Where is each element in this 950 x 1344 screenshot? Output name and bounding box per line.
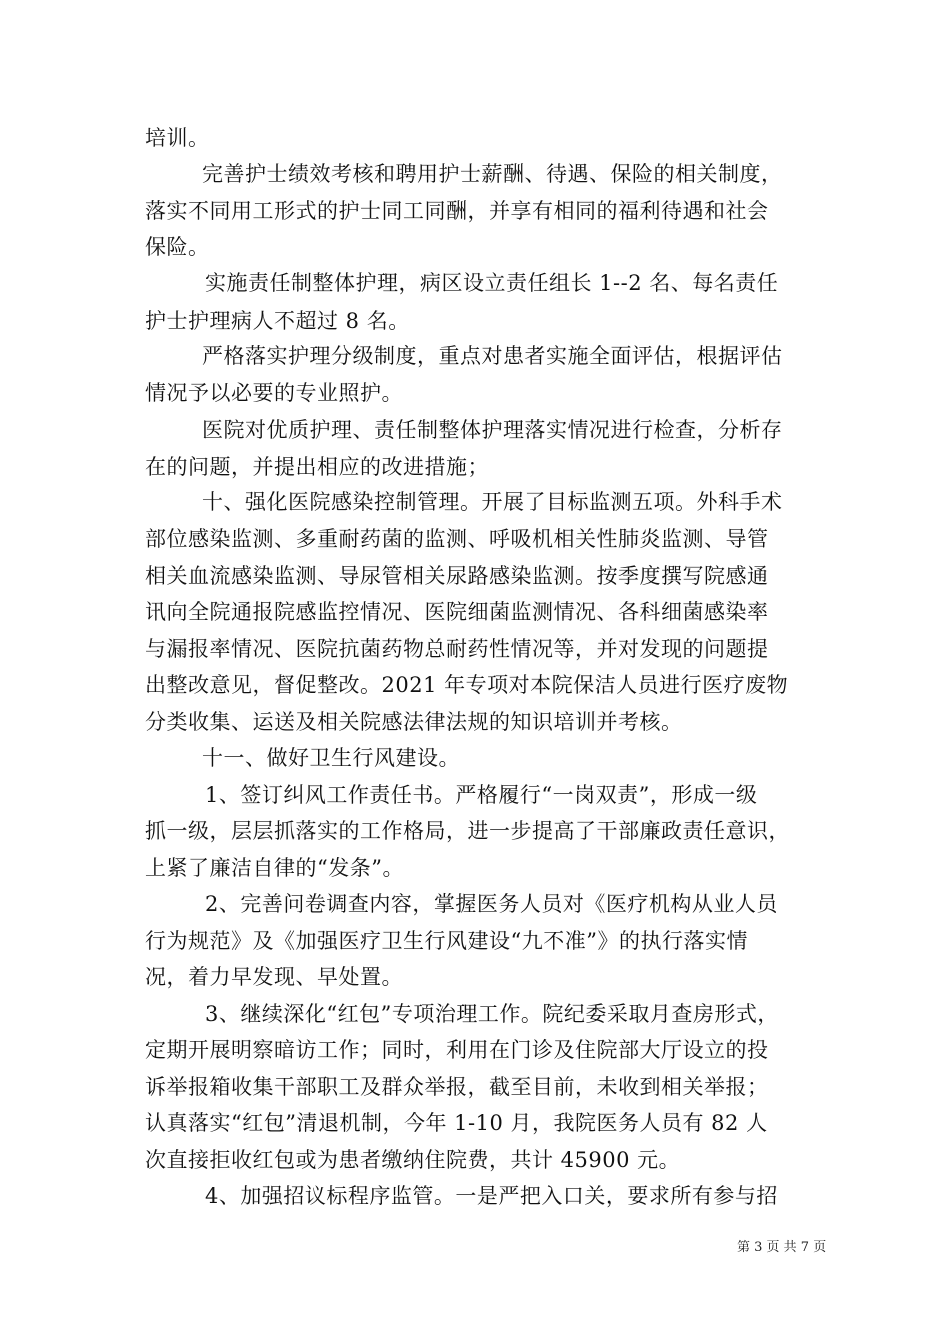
text-line: 医院对优质护理、责任制整体护理落实情况进行检查，分析存 [202, 418, 783, 442]
text-line: 与漏报率情况、医院抗菌药物总耐药性情况等，并对发现的问题提 [145, 637, 769, 661]
text-line: 诉举报箱收集干部职工及群众举报，截至目前，未收到相关举报； [145, 1075, 769, 1099]
text-line: 实施责任制整体护理，病区设立责任组长 1--2 名、每名责任 [205, 271, 779, 295]
text-line: 分类收集、运送及相关院感法律法规的知识培训并考核。 [145, 710, 683, 734]
text-line: 相关血流感染监测、导尿管相关尿路感染监测。按季度撰写院感通 [145, 564, 769, 588]
text-line: 次直接拒收红包或为患者缴纳住院费，共计 45900 元。 [145, 1148, 681, 1172]
text-line: 十、强化医院感染控制管理。开展了目标监测五项。外科手术 [202, 490, 783, 514]
text-line: 认真落实“红包”清退机制，今年 1-10 月，我院医务人员有 82 人 [145, 1111, 768, 1135]
text-line: 十一、做好卫生行风建设。 [202, 746, 460, 770]
text-line: 完善护士绩效考核和聘用护士薪酬、待遇、保险的相关制度， [202, 162, 783, 186]
text-line: 定期开展明察暗访工作；同时，利用在门诊及住院部大厅设立的投 [145, 1038, 769, 1062]
text-line: 讯向全院通报院感监控情况、医院细菌监测情况、各科细菌感染率 [145, 600, 769, 624]
text-line: 出整改意见，督促整改。2021 年专项对本院保洁人员进行医疗废物 [145, 673, 789, 697]
text-line: 保险。 [145, 235, 210, 259]
text-line: 行为规范》及《加强医疗卫生行风建设“九不准”》的执行落实情 [145, 929, 748, 953]
text-line: 4、加强招议标程序监管。一是严把入口关，要求所有参与招 [205, 1184, 778, 1208]
text-line: 落实不同用工形式的护士同工同酬，并享有相同的福利待遇和社会 [145, 199, 769, 223]
text-line: 2、完善问卷调查内容，掌握医务人员对《医疗机构从业人员 [205, 892, 778, 916]
text-line: 严格落实护理分级制度，重点对患者实施全面评估，根据评估 [202, 344, 783, 368]
text-line: 1、签订纠风工作责任书。严格履行“一岗双责”，形成一级 [205, 783, 758, 807]
text-line: 上紧了廉洁自律的“发条”。 [145, 856, 404, 880]
text-line: 况，着力早发现、早处置。 [145, 965, 403, 989]
text-line: 3、继续深化“红包”专项治理工作。院纪委采取月查房形式， [205, 1002, 779, 1026]
text-line: 情况予以必要的专业照护。 [145, 381, 403, 405]
text-line: 护士护理病人不超过 8 名。 [145, 309, 410, 333]
text-line: 抓一级，层层抓落实的工作格局，进一步提高了干部廉政责任意识， [145, 819, 790, 843]
text-line: 部位感染监测、多重耐药菌的监测、呼吸机相关性肺炎监测、导管 [145, 527, 769, 551]
text-line: 培训。 [145, 126, 210, 150]
text-line: 在的问题，并提出相应的改进措施； [145, 455, 489, 479]
page-number-footer: 第 3 页 共 7 页 [737, 1240, 827, 1255]
